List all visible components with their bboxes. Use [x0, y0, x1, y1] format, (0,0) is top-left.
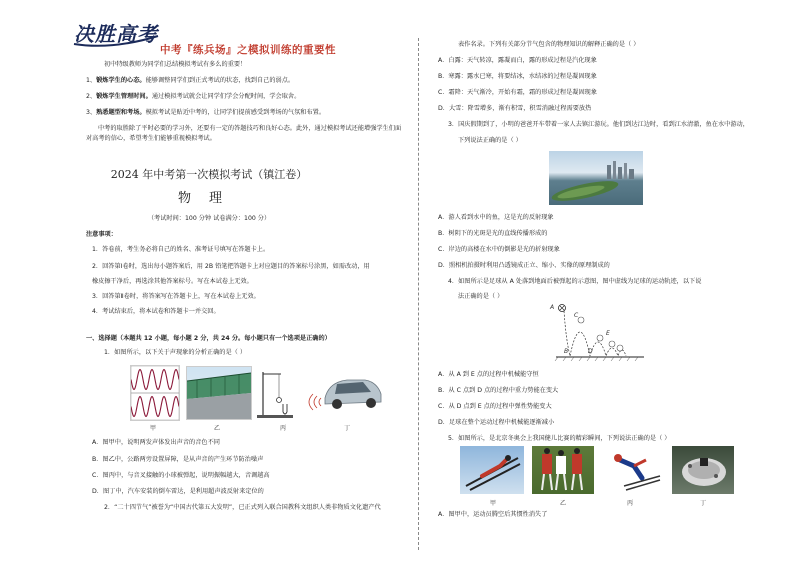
car-radar-icon: [303, 368, 383, 418]
note-1: 1．答卷前，考生务必将自己的姓名、准考证号填写在答题卡上。: [92, 246, 270, 253]
label-b: B: [564, 348, 569, 355]
q1-option-b: B．图乙中，公路两旁设置屏障，是从声音的产生环节防治噪声: [92, 456, 264, 463]
bounce-trajectory-icon: [548, 300, 648, 364]
brand-logo: [72, 16, 162, 50]
note-4: 4．考试结束后，将本试卷和答题卡一并交回。: [92, 308, 220, 315]
q3-option-a: A．游人看到水中的鱼，这是光的反射现象: [438, 214, 554, 221]
label-e: E: [606, 330, 610, 337]
exam-title: 2024 年中考第一次模拟考试（镇江卷）: [110, 168, 308, 181]
point-3: 3、熟悉题型和考场。模拟考试是贴近中考的，让同学们提前感受到考场的气氛和布置。: [86, 109, 326, 116]
river-island-icon: [549, 151, 643, 205]
q1-figure-yi-sound-barrier: [186, 366, 252, 420]
q5-caption-jia: 甲: [490, 500, 497, 507]
q1-stem: 1．如图所示，以下关于声现象的分析正确的是（ ）: [104, 349, 247, 356]
q5-figure-jia-ski-jump: [460, 446, 524, 494]
banner-title: 中考『练兵场』之模拟训练的重要性: [160, 44, 336, 56]
hockey-players-icon: [532, 446, 594, 494]
q2-option-a: A．白露：天气转凉，露凝而白，露的形成过程是汽化现象: [438, 57, 597, 64]
q3-figure-island-photo: [549, 151, 643, 205]
q1-figure-jia-waveform: [130, 365, 180, 421]
label-d: D: [588, 348, 593, 355]
q2-stem-b: 表作名录。下列有关部分节气包含的物理知识的解释正确的是（ ）: [458, 41, 640, 48]
alpine-skier-icon: [604, 446, 662, 494]
label-c: C: [574, 312, 579, 319]
intro-line: 初中特级教师为同学们总结模拟考试有多么的重要！: [104, 61, 247, 68]
q5-caption-bing: 丙: [627, 500, 634, 507]
q5-figure-bing-skier: [604, 446, 662, 494]
q2-option-d: D．大雪：降雪增多，渐有积雪，积雪消融过程需要放热: [438, 105, 592, 112]
q1-caption-bing: 丙: [280, 425, 287, 432]
q5-stem: 5．如图所示，是北京冬奥会上我国健儿比赛的精彩瞬间，下列说法正确的是（ ）: [448, 435, 671, 442]
notes-heading: 注意事项：: [86, 231, 117, 238]
q3-stem-b: 下列说法正确的是（ ）: [458, 137, 522, 144]
q4-option-b: B．从 C 点到 D 点的过程中重力势能在变大: [438, 387, 559, 394]
sound-barrier-icon: [187, 367, 251, 419]
q1-option-c: C．图丙中，与音叉接触的小球被弹起，说明振幅越大，音调越高: [92, 472, 270, 479]
subject-title: 物理: [177, 191, 240, 206]
note-3: 3．回答第Ⅱ卷时，将答案写在答题卡上，写在本试卷上无效。: [92, 293, 260, 300]
section-1-heading: 一、选择题（本题共 12 小题，每小题 2 分，共 24 分。每小题只有一个选项是正确的）: [86, 335, 331, 342]
point-1: 1、锻炼学生的心态。能够调整同学们到正式考试的状态，找到自己的弱点。: [86, 77, 295, 84]
q5-option-a: A．图甲中，运动员腾空后其惯性消失了: [438, 511, 548, 518]
logo-text: 决胜高考: [74, 22, 158, 46]
curling-stone-icon: [672, 446, 734, 494]
ski-jumper-icon: [460, 446, 524, 494]
note-2: 2．回答第Ⅰ卷时，选出每小题答案后，用 2B 铅笔把答题卡上对应题目的答案标号涂黑，如需改动，用: [92, 263, 370, 270]
q5-caption-yi: 乙: [560, 500, 567, 507]
point-2: 2、锻炼学生管理时间。通过模拟考试就会让同学们学会分配时间，学会取舍。: [86, 93, 301, 100]
q4-option-a: A．从 A 到 E 点的过程中机械能守恒: [438, 371, 539, 378]
tuning-fork-stand-icon: [255, 368, 295, 420]
q2-option-c: C．霜降：天气渐冷，开始有霜，霜的形成过程是凝固现象: [438, 89, 598, 96]
q2-option-b: B．寒露：露水已寒，将要结冰，水结冰的过程是凝固现象: [438, 73, 597, 80]
q1-option-a: A．图甲中，说明两发声体发出声音的音色不同: [92, 439, 220, 446]
q1-caption-yi: 乙: [214, 425, 221, 432]
q1-caption-jia: 甲: [150, 425, 157, 432]
summary-paragraph: 中考的取胜除了平时必要的学习外，还要有一定的答题技巧和良好心态。此外，通过模拟考试还能增强学生们面对高考的信心，希望考生们能够重视模拟考试。: [86, 125, 402, 142]
q1-option-d: D．图丁中，汽车安装的倒车雷达，是利用超声波反射来定位的: [92, 488, 264, 495]
q1-figure-ding-parking-radar: [303, 368, 383, 418]
q4-option-d: D．足球在整个运动过程中机械能逐渐减小: [438, 419, 555, 426]
q4-stem-a: 4．如图所示是足球从 A 处落到地面后被弹起的示意图，图中虚线为足球的运动轨迹，以下说: [448, 278, 702, 285]
q3-option-b: B．树阴下的光斑是光的直线传播形成的: [438, 230, 548, 237]
q4-option-c: C．从 D 点到 E 点的过程中弹性势能变大: [438, 403, 552, 410]
q5-caption-ding: 丁: [700, 500, 707, 507]
q3-option-d: D．照相机拍摄时利用凸透镜成正立、缩小、实像的原理制成的: [438, 262, 610, 269]
q4-figure-ball-trajectory: [548, 300, 648, 364]
exam-meta: （考试时间：100 分钟 试卷满分：100 分）: [147, 215, 271, 222]
sine-wave-icon: [131, 366, 179, 420]
q3-option-c: C．岸边的高楼在水中的倒影是光的折射现象: [438, 246, 560, 253]
q5-figure-ding-curling: [672, 446, 734, 494]
q1-caption-ding: 丁: [344, 425, 351, 432]
q3-stem-a: 3．国庆假期到了，小明的爸爸开车带着一家人去镇江游玩。他们到达江边时，看到江水清澈，鱼在水中游动，: [448, 121, 749, 128]
q5-figure-yi-hockey: [532, 446, 594, 494]
column-divider: [418, 38, 419, 550]
note-2-cont: 橡皮擦干净后，再选涂其他答案标号。写在本试卷上无效。: [92, 278, 253, 285]
label-a: A: [550, 304, 555, 311]
q2-stem-a: 2．“二十四节气”被誉为“中国古代第五大发明”，已正式列入联合国教科文组织人类非物质文化遗产代: [104, 504, 381, 511]
q4-stem-b: 法正确的是（ ）: [458, 293, 504, 300]
q1-figure-bing-tuning-fork: [255, 368, 295, 420]
